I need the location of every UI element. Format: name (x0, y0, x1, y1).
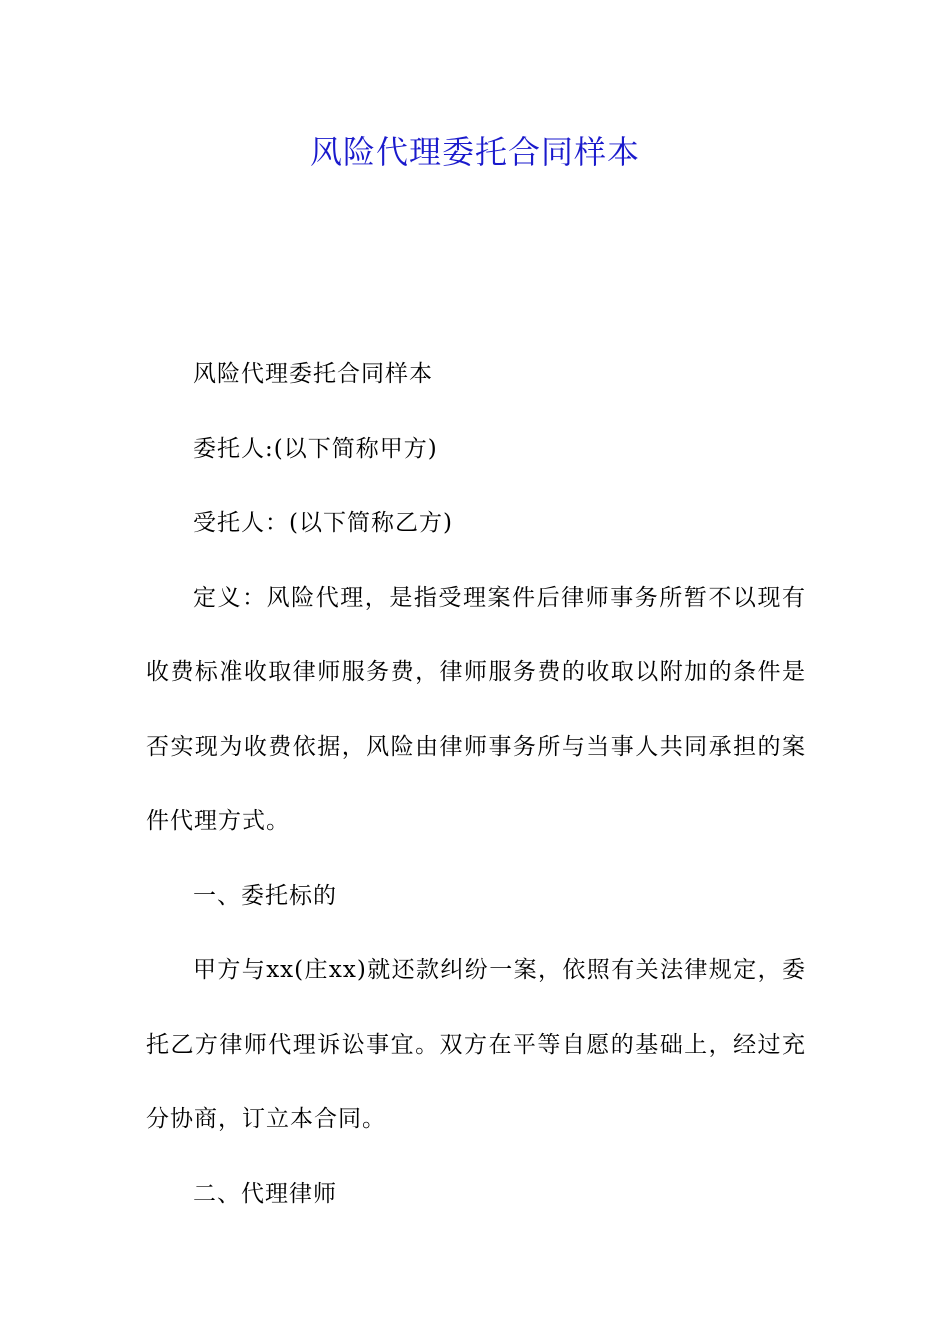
paragraph-agent: 受托人：(以下简称乙方) (193, 510, 453, 536)
section-heading-subject: 一、委托标的 (193, 882, 337, 909)
paragraph-subject: 甲方与xx(庄xx)就还款纠纷一案，依照有关法律规定，委托乙方律师代理诉讼事宜。双方在平等自愿的基础上，经过充分协商，订立本合同。 (146, 957, 806, 1132)
document-body (146, 337, 806, 1231)
paragraph-heading: 风险代理委托合同样本 (193, 361, 433, 387)
document-title: 风险代理委托合同样本 (309, 133, 640, 171)
section-heading-lawyer: 二、代理律师 (193, 1180, 337, 1207)
paragraph-definition: 定义：风险代理，是指受理案件后律师事务所暂不以现有收费标准收取律师服务费，律师服务费的收取以附加的条件是否实现为收费依据，风险由律师事务所与当事人共同承担的案件代理方式。 (146, 584, 806, 834)
paragraph-client: 委托人:(以下简称甲方) (193, 435, 438, 462)
